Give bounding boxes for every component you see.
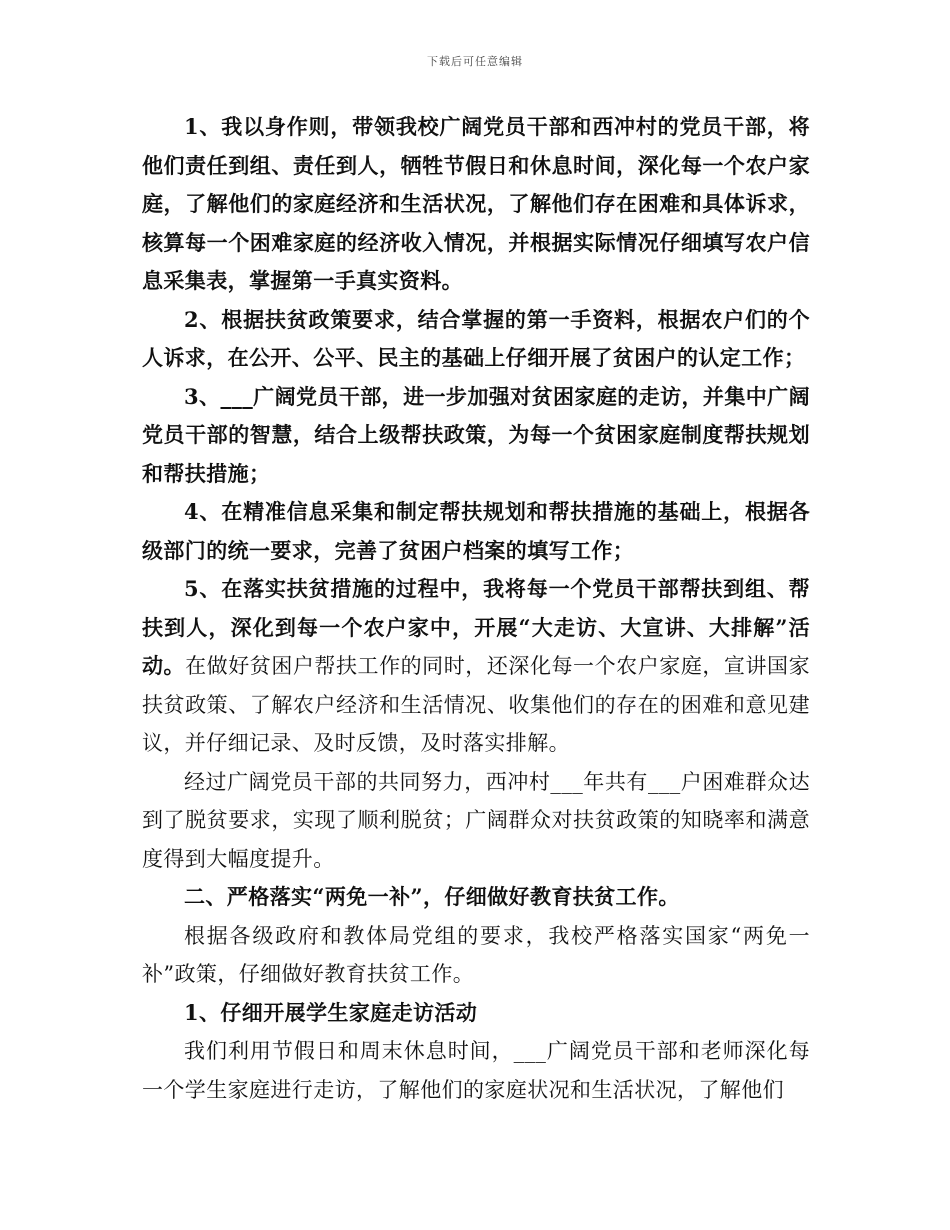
paragraph-5 bbox=[142, 570, 810, 763]
paragraph-10: 我们利用节假日和周末休息时间，___广阔党员干部和老师深化每一个学生家庭进行走访，了解他们的家庭状况和生活状况，了解他们 bbox=[142, 1039, 810, 1102]
paragraph-3: 3、___广阔党员干部，进一步加强对贫困家庭的走访，并集中广阔党员干部的智慧，结合上级帮扶政策，为每一个贫困家庭制度帮扶规划和帮扶措施； bbox=[142, 383, 810, 486]
document-body bbox=[142, 108, 810, 1109]
paragraph-6: 经过广阔党员干部的共同努力，西冲村___年共有___户困难群众达到了脱贫要求，实现了顺利脱贫；广阔群众对扶贫政策的知晓率和满意度得到大幅度提升。 bbox=[142, 769, 810, 871]
paragraph-2: 2、根据扶贫政策要求，结合掌握的第一手资料，根据农户们的个人诉求，在公开、公平、民主的基础上仔细开展了贫困户的认定工作； bbox=[142, 306, 810, 370]
paragraph-1: 1、我以身作则，带领我校广阔党员干部和西冲村的党员干部，将他们责任到组、责任到人，牺牲节假日和休息时间，深化每一个农户家庭，了解他们的家庭经济和生活状况，了解他们存在困难和具体诉求，核算每一个困难家庭的经济收入情况，并根据实际情况仔细填写农户信息采集表，掌握第一手真实资料。 bbox=[142, 114, 810, 293]
section-heading-2: 二、严格落实“两免一补”，仔细做好教育扶贫工作。 bbox=[184, 884, 680, 909]
paragraph-5-bold-text: 5、在落实扶贫措施的过程中，我将每一个党员干部帮扶到组、帮扶到人，深化到每一个农户家中，开展“大走访、大宣讲、大排解”活动。 bbox=[142, 576, 810, 678]
paragraph-5-normal-text: 在做好贫困户帮扶工作的同时，还深化每一个农户家庭，宣讲国家扶贫政策、了解农户经济和生活情况、收集他们的存在的困难和意见建议，并仔细记录、及时反馈，及时落实排解。 bbox=[142, 654, 810, 755]
paragraph-8: 根据各级政府和教体局党组的要求，我校严格落实国家“两免一补”政策，仔细做好教育扶贫工作。 bbox=[142, 923, 810, 986]
subsection-heading-1: 1、仔细开展学生家庭走访活动 bbox=[184, 999, 478, 1025]
paragraph-4: 4、在精准信息采集和制定帮扶规划和帮扶措施的基础上，根据各级部门的统一要求，完善了贫困户档案的填写工作； bbox=[142, 499, 810, 563]
page-header: 下载后可任意编辑 bbox=[427, 55, 523, 68]
